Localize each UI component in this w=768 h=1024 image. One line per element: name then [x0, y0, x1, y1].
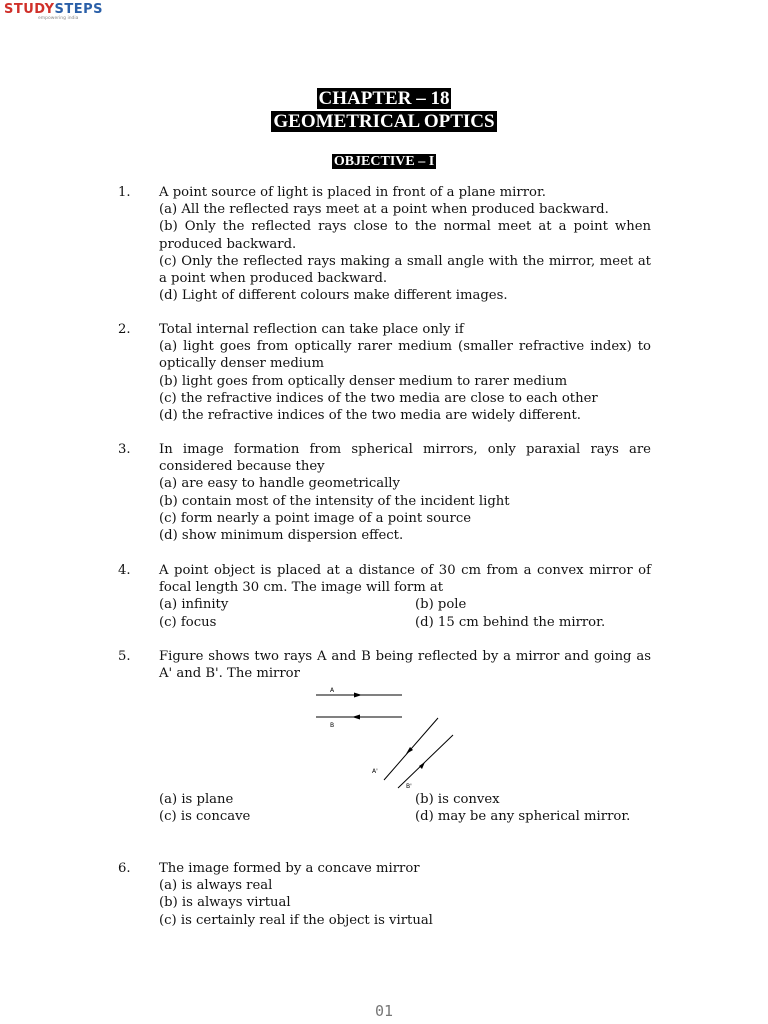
question-number: 4.	[118, 563, 131, 578]
option-a: (a) are easy to handle geometrically	[159, 476, 400, 492]
option-b: (b) pole	[415, 597, 467, 613]
option-c: (c) is concave	[159, 809, 251, 825]
option-a: (a) is plane	[159, 792, 234, 807]
question-5	[118, 648, 651, 682]
question-stem: Figure shows two rays A and B being reflected by a mirror and going as A' and B'. The mirror	[159, 649, 651, 682]
question-4	[118, 562, 651, 631]
option-b: (b) light goes from optically denser medium to rarer medium	[159, 373, 568, 389]
arrow-b-prime	[419, 762, 425, 769]
option-b: (b) contain most of the intensity of the incident light	[159, 493, 510, 509]
chapter-heading: CHAPTER – 18	[318, 88, 450, 109]
studysteps-logo	[4, 3, 104, 25]
question-stem: Total internal reflection can take place only if	[159, 322, 464, 337]
question-stem: The image formed by a concave mirror	[159, 861, 420, 876]
arrow-b	[352, 715, 360, 720]
question-2	[118, 321, 651, 424]
question-3	[118, 441, 651, 544]
question-number: 3.	[118, 442, 131, 457]
question-1	[118, 184, 651, 304]
arrow-a	[354, 693, 362, 698]
option-c: (c) form nearly a point image of a point source	[159, 510, 472, 526]
question-number: 2.	[118, 322, 131, 337]
label-b-prime: B'	[406, 783, 412, 790]
option-d: (d) Light of different colours make different images.	[159, 288, 508, 304]
question-number: 1.	[118, 185, 131, 200]
ray-b-prime	[398, 735, 453, 788]
option-d: (d) may be any spherical mirror.	[415, 809, 631, 825]
question-stem: A point object is placed at a distance of 30 cm from a convex mirror of focal length 30 cm. The image will form at	[159, 563, 651, 596]
option-c: (c) the refractive indices of the two media are close to each other	[159, 390, 598, 406]
label-a-prime: A'	[372, 768, 378, 775]
option-c: (c) focus	[159, 614, 217, 630]
option-c: (c) Only the reflected rays making a small angle with the mirror, meet at a point when produced backward.	[159, 253, 651, 287]
label-a: A	[330, 687, 335, 694]
question-stem: In image formation from spherical mirrors, only paraxial rays are considered because they	[159, 442, 651, 475]
option-c: (c) is certainly real if the object is virtual	[159, 912, 433, 928]
option-a: (a) All the reflected rays meet at a point when produced backward.	[159, 202, 609, 218]
question-number: 6.	[118, 861, 131, 876]
option-d: (d) the refractive indices of the two media are widely different.	[159, 408, 581, 424]
option-a: (a) is always real	[159, 878, 273, 894]
option-b: (b) is convex	[415, 792, 500, 807]
question-5-options	[118, 791, 651, 825]
label-b: B	[330, 722, 335, 729]
option-b: (b) is always virtual	[159, 895, 291, 911]
page-number: 01	[374, 1002, 394, 1020]
option-d: (d) 15 cm behind the mirror.	[415, 614, 606, 630]
question-stem: A point source of light is placed in front of a plane mirror.	[159, 185, 546, 200]
option-d: (d) show minimum dispersion effect.	[159, 528, 404, 544]
option-a: (a) infinity	[159, 597, 229, 613]
question-number: 5.	[118, 649, 131, 664]
mirror-ray-diagram	[310, 684, 460, 792]
option-a: (a) light goes from optically rarer medium (smaller refractive index) to optically denser medium	[159, 339, 651, 372]
option-b: (b) Only the reflected rays close to the normal meet at a point when produced backward.	[159, 219, 651, 252]
question-6	[118, 860, 651, 929]
logo-tagline: empowering india	[38, 16, 79, 21]
logo-wordmark: STUDYSTEPS	[4, 2, 104, 17]
subject-heading: GEOMETRICAL OPTICS	[273, 111, 495, 132]
section-heading: OBJECTIVE – I	[333, 154, 435, 169]
